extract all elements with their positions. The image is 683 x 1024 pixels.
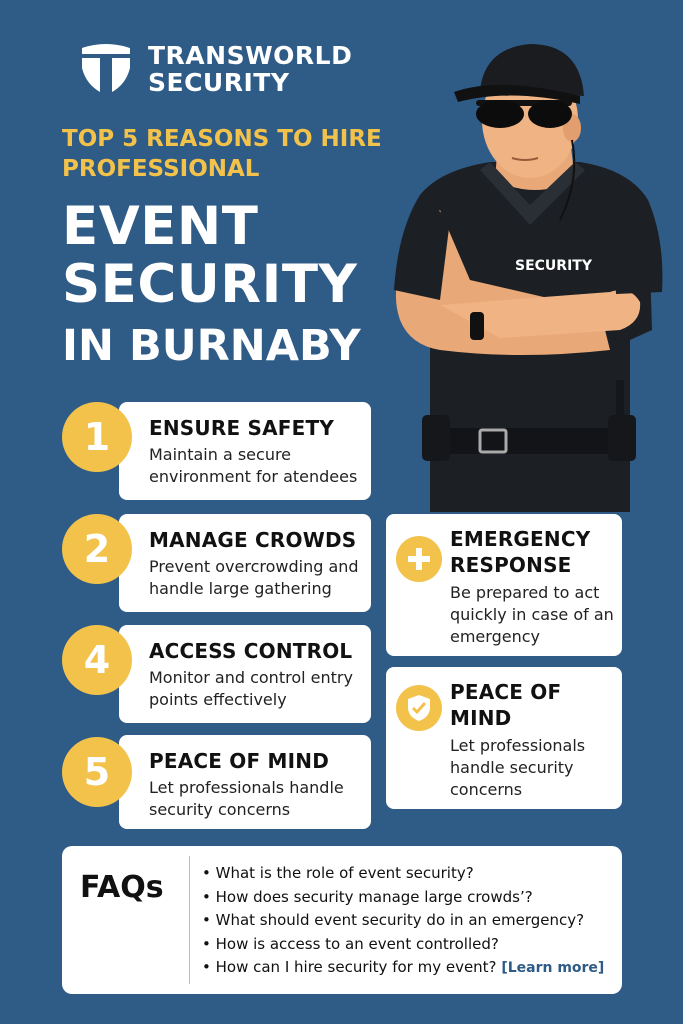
card-body — [119, 735, 371, 829]
learn-more-link[interactable]: [Learn more] — [501, 960, 605, 976]
brand-name — [148, 42, 352, 96]
number-badge: 1 — [62, 402, 132, 472]
title-line-2: SECURITY — [62, 254, 358, 315]
card-text: Be prepared to act quickly in case of an emergency — [450, 583, 614, 646]
card-heading: EMERGENCY RESPONSE — [450, 527, 591, 577]
faq-item[interactable]: • How is access to an event controlled? — [202, 933, 604, 957]
card-heading: MANAGE CROWDS — [149, 528, 357, 552]
faq-item[interactable]: • How does security manage large crowds’? — [202, 886, 604, 910]
faq-list — [202, 862, 604, 981]
reason-card-peace — [386, 667, 622, 809]
page-title — [62, 198, 361, 378]
card-text: Let professionals handle security concerns — [450, 736, 586, 799]
card-body — [119, 402, 371, 500]
reason-card-emergency — [386, 514, 622, 656]
title-line-1: EVENT — [62, 196, 259, 257]
card-text: Monitor and control entry points effectively — [149, 668, 353, 709]
brand-line-1: TRANSWORLD — [148, 41, 353, 70]
faq-panel — [62, 846, 622, 994]
card-heading: PEACE OF MIND — [450, 680, 562, 730]
card-text: Maintain a secure environment for atendees — [149, 445, 358, 486]
card-heading: PEACE OF MIND — [149, 749, 330, 773]
card-heading: ENSURE SAFETY — [149, 416, 335, 440]
card-body — [119, 514, 371, 612]
shield-check-icon — [396, 685, 442, 731]
brand-line-2: SECURITY — [148, 68, 290, 97]
card-text: Prevent overcrowding and handle large gathering — [149, 557, 359, 598]
subtitle: TOP 5 REASONS TO HIRE PROFESSIONAL — [62, 126, 382, 182]
title-line-3: IN BURNABY — [62, 321, 361, 371]
number-badge: 5 — [62, 737, 132, 807]
faq-item[interactable]: • What should event security do in an emergency? — [202, 909, 604, 933]
faq-item[interactable]: • What is the role of event security? — [202, 862, 604, 886]
plus-icon — [396, 536, 442, 582]
card-text: Let professionals handle security concerns — [149, 778, 344, 819]
card-heading: ACCESS CONTROL — [149, 639, 353, 663]
shield-logo-icon — [78, 40, 134, 96]
faq-item-last[interactable] — [202, 956, 604, 981]
faq-title: FAQs — [80, 870, 164, 905]
security-guard-illustration — [380, 30, 680, 512]
number-badge: 2 — [62, 514, 132, 584]
shirt-label: SECURITY — [515, 258, 592, 274]
card-body — [119, 625, 371, 723]
faq-item-text[interactable]: How can I hire security for my event? — [215, 958, 497, 976]
number-badge: 4 — [62, 625, 132, 695]
divider — [189, 856, 190, 984]
